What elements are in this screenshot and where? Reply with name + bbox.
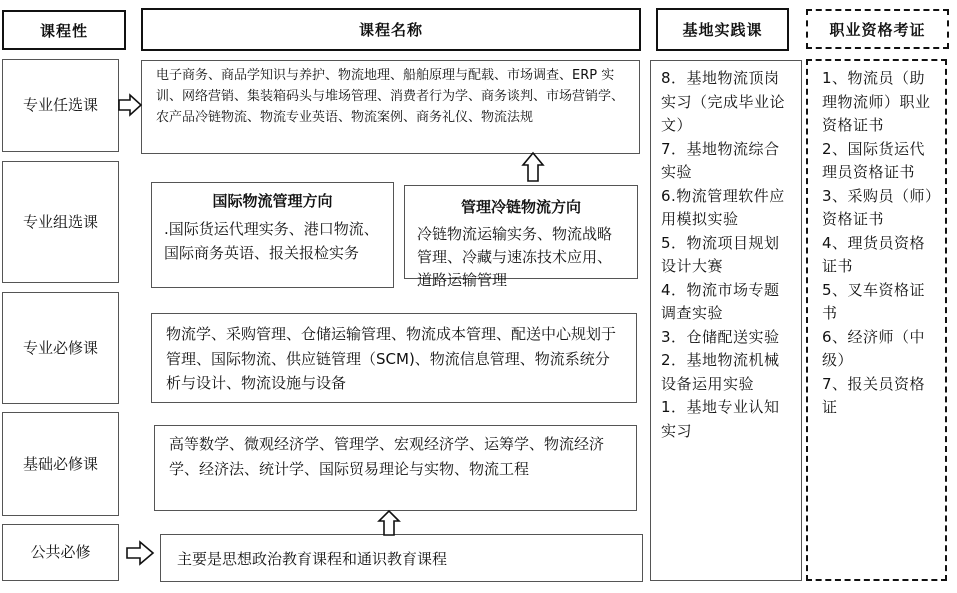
header-course-nature: 课程性 — [2, 10, 126, 50]
practice-column — [650, 60, 802, 581]
practice-list: 8．基地物流顶岗实习（完成毕业论文） 7．基地物流综合实验 6.物流管理软件应用模拟实验 5．物流项目规划设计大赛 4．物流市场专题调查实验 3．仓储配送实验 2．基地物流机械设备运用实验 1．基地专业认知实习 — [661, 69, 786, 440]
intl-logistics-direction — [151, 182, 394, 288]
cold-direction-title: 管理冷链物流方向 — [460, 198, 581, 216]
header-course-name: 课程名称 — [141, 8, 641, 51]
category-label: 专业组选课 — [22, 212, 98, 231]
certificate-column — [806, 59, 947, 581]
arrow-up-basic-icon — [378, 510, 400, 536]
category-public-required — [2, 524, 119, 581]
category-elective-group — [2, 161, 119, 283]
arrow-right-elective-icon — [118, 94, 142, 116]
category-label: 公共必修 — [30, 543, 91, 561]
arrow-up-cold-chain-icon — [522, 152, 544, 182]
header-certificate: 职业资格考证 — [806, 9, 949, 49]
category-elective-any — [2, 59, 119, 152]
category-label: 专业任选课 — [22, 96, 98, 114]
elective-any-courses: 电子商务、商品学知识与养护、物流地理、船舶原理与配载、市场调查、ERP 实训、网络营销、集装箱码头与堆场管理、消费者行为学、商务谈判、市场营销学、农产品冷链物流、物流专业英语、物流案例、商务礼仪、物流法规 — [141, 60, 640, 154]
certificate-list: 1、物流员（助理物流师）职业资格证书 2、国际货运代理员资格证书 3、采购员（师）资格证书 4、理货员资格证书 5、叉车资格证书 6、经济师（中级） 7、报关员资格证 — [822, 69, 934, 416]
category-label: 基础必修课 — [22, 454, 98, 473]
cold-chain-direction — [404, 185, 638, 289]
category-label: 专业必修课 — [22, 338, 98, 357]
public-required-text: 主要是思想政治教育课程和通识教育课程 — [177, 549, 448, 568]
category-basic-required — [2, 412, 119, 516]
basic-required-courses: 高等数学、微观经济学、管理学、宏观经济学、运筹学、物流经济学、经济法、统计学、国际贸易理论与实物、物流工程 — [154, 425, 637, 511]
intl-direction-title: 国际物流管理方向 — [212, 192, 333, 210]
cold-direction-courses: 冷链物流运输实务、物流战略管理、冷藏与速冻技术应用、道路运输管理 — [417, 225, 613, 289]
arrow-right-public-icon — [126, 541, 154, 565]
major-required-courses: 物流学、采购管理、仓储运输管理、物流成本管理、配送中心规划于管理、国际物流、供应链管理（SCM)、物流信息管理、物流系统分析与设计、物流设施与设备 — [151, 313, 637, 403]
intl-direction-courses: .国际货运代理实务、港口物流、国际商务英语、报关报检实务 — [164, 220, 379, 262]
header-base-practice: 基地实践课 — [656, 8, 789, 51]
category-major-required — [2, 292, 119, 404]
public-required-courses — [160, 534, 643, 582]
